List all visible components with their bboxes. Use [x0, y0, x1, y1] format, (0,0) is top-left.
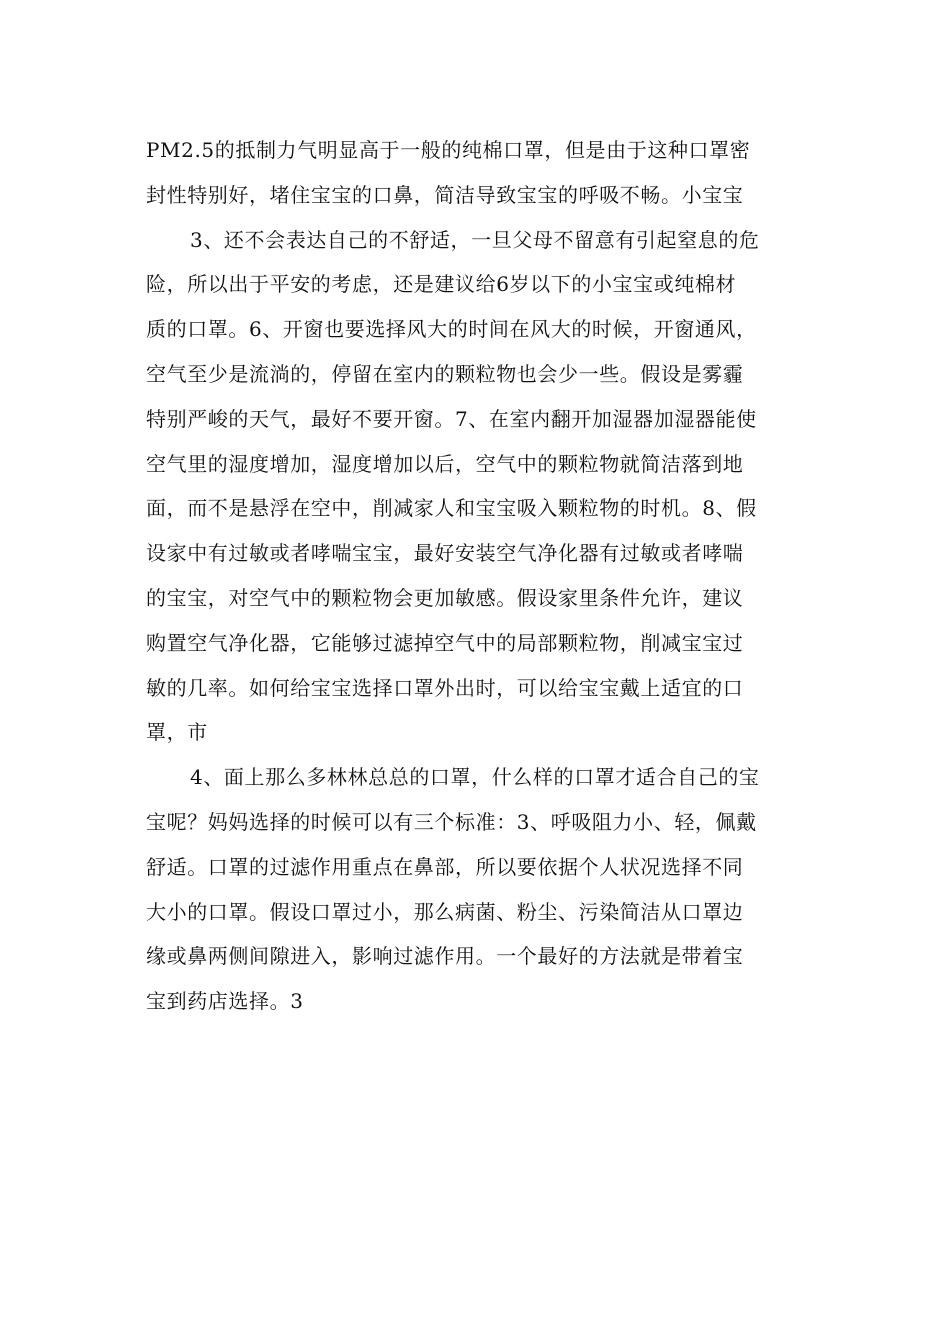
- text-line: 的宝宝，对空气中的颗粒物会更加敏感。假设家里条件允许，建议: [146, 585, 744, 610]
- text-line: 舒适。口罩的过滤作用重点在鼻部，所以要依据个人状况选择不同: [146, 854, 744, 879]
- text-line: 空气里的湿度增加，湿度增加以后，空气中的颗粒物就简洁落到地: [146, 451, 744, 476]
- text-line: 敏的几率。如何给宝宝选择口罩外出时，可以给宝宝戴上适宜的口: [146, 675, 744, 700]
- text-line: 设家中有过敏或者哮喘宝宝，最好安装空气净化器有过敏或者哮喘: [146, 541, 744, 566]
- text-line: 封性特别好，堵住宝宝的口鼻，简洁导致宝宝的呼吸不畅。小宝宝: [146, 182, 744, 207]
- text-line: 罩，市: [146, 720, 208, 745]
- text-line: 宝呢？妈妈选择的时候可以有三个标准：3、呼吸阻力小、轻，佩戴: [146, 809, 757, 834]
- text-line: 宝到药店选择。3: [146, 989, 304, 1014]
- text-line: PM2.5的抵制力气明显高于一般的纯棉口罩，但是由于这种口罩密: [146, 138, 751, 162]
- text-line: 特别严峻的天气，最好不要开窗。7、在室内翻开加湿器加湿器能使: [146, 406, 757, 431]
- text-line: 缘或鼻两侧间隙进入，影响过滤作用。一个最好的方法就是带着宝: [146, 944, 744, 969]
- text-line: 面，而不是悬浮在空中，削减家人和宝宝吸入颗粒物的时机。8、假: [146, 496, 757, 521]
- text-line: 空气至少是流淌的，停留在室内的颗粒物也会少一些。假设是雾霾: [146, 361, 744, 386]
- text-line: 质的口罩。6、开窗也要选择风大的时间在风大的时候，开窗通风，: [146, 317, 757, 342]
- body-text: [146, 128, 808, 1024]
- text-line: 大小的口罩。假设口罩过小，那么病菌、粉尘、污染简洁从口罩边: [146, 899, 744, 924]
- text-line: 4、面上那么多林林总总的口罩，什么样的口罩才适合自己的宝: [190, 765, 760, 790]
- text-line: 险，所以出于平安的考虑，还是建议给6岁以下的小宝宝或纯棉材: [146, 272, 737, 297]
- text-line: 购置空气净化器，它能够过滤掉空气中的局部颗粒物，削减宝宝过: [146, 630, 744, 655]
- text-line: 3、还不会表达自己的不舒适，一旦父母不留意有引起窒息的危: [190, 227, 760, 252]
